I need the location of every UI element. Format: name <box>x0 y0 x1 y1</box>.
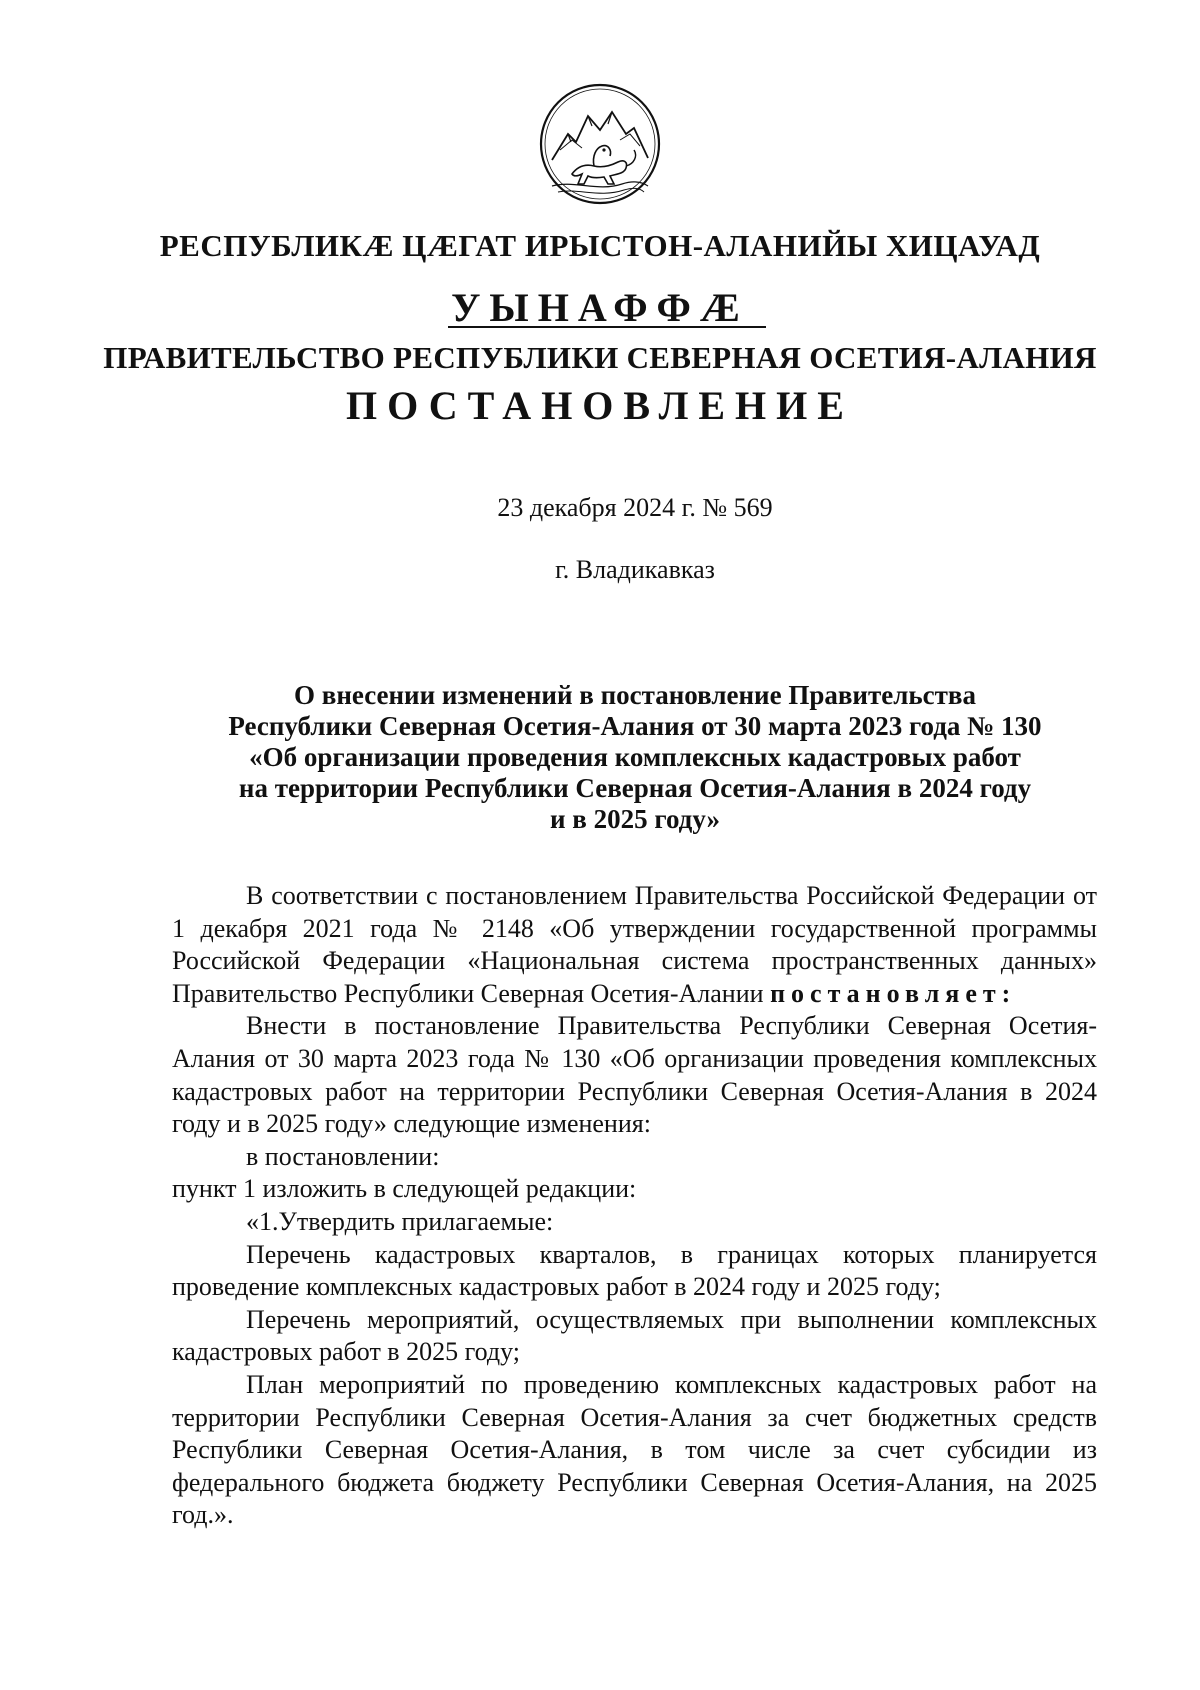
ossetian-authority-heading: РЕСПУБЛИКӔ ЦӔГАТ ИРЫСТОН-АЛАНИЙЫ ХИЦАУАД <box>159 228 1041 263</box>
body-paragraph-preamble <box>172 880 1097 1010</box>
preamble-text: В соответствии с постановлением Правительства Российской Федерации от 1 декабря 2021 года № 2148 «Об утверждении государственной программы Российской Федерации «Национальная система пространственных данных» Правительство Республики Северная Осетия-Алании <box>172 881 1097 1008</box>
body-paragraph-list-item: Перечень мероприятий, осуществляемых при выполнении комплексных кадастровых работ в 2025 году; <box>172 1304 1097 1367</box>
header-divider <box>448 326 766 328</box>
body-paragraph-amend: Внести в постановление Правительства Республики Северная Осетия-Алания от 30 марта 2023 года № 130 «Об организации проведения комплексных кадастровых работ на территории Республики Северная Осетия-Алания в 2024 году и в 2025 году» следующие изменения: <box>172 1011 1097 1139</box>
body-paragraph: пункт 1 изложить в следующей редакции: <box>172 1174 637 1204</box>
body-paragraph: в постановлении: <box>246 1141 440 1171</box>
russian-document-type: ПОСТАНОВЛЕНИЕ <box>346 383 854 428</box>
title-line: О внесении изменений в постановление Правительства <box>294 680 976 710</box>
body-paragraph: «1.Утвердить прилагаемые: <box>246 1206 554 1236</box>
title-line: «Об организации проведения комплексных кадастровых работ <box>249 742 1021 772</box>
russian-authority-heading: ПРАВИТЕЛЬСТВО РЕСПУБЛИКИ СЕВЕРНАЯ ОСЕТИЯ-АЛАНИЯ <box>103 340 1097 375</box>
resolves-emphasis: постановляет: <box>770 978 1017 1008</box>
ossetian-document-type: УЫНАФФӔ <box>451 285 749 330</box>
body-paragraph-list-item: Перечень кадастровых кварталов, в границах которых планируется проведение комплексных кадастровых работ в 2024 году и 2025 году; <box>172 1239 1097 1302</box>
title-line: на территории Республики Северная Осетия-Алания в 2024 году <box>238 773 1032 803</box>
title-line: Республики Северная Осетия-Алания от 30 марта 2023 года № 130 <box>228 711 1042 741</box>
title-line: и в 2025 году» <box>549 804 721 834</box>
document-city: г. Владикавказ <box>555 555 715 584</box>
body-paragraph-list-item: План мероприятий по проведению комплексных кадастровых работ на территории Республики Северная Осетия-Алания за счет бюджетных средств Республики Северная Осетия-Алания, в том числе за счет субсидии из федерального бюджета бюджету Республики Северная Осетия-Алания, на 2025 год.». <box>172 1369 1097 1530</box>
document-date-number: 23 декабря 2024 г. № 569 <box>497 493 773 522</box>
document-title <box>170 680 1100 835</box>
coat-of-arms-emblem-icon <box>538 82 662 206</box>
document-body <box>172 880 1097 1532</box>
